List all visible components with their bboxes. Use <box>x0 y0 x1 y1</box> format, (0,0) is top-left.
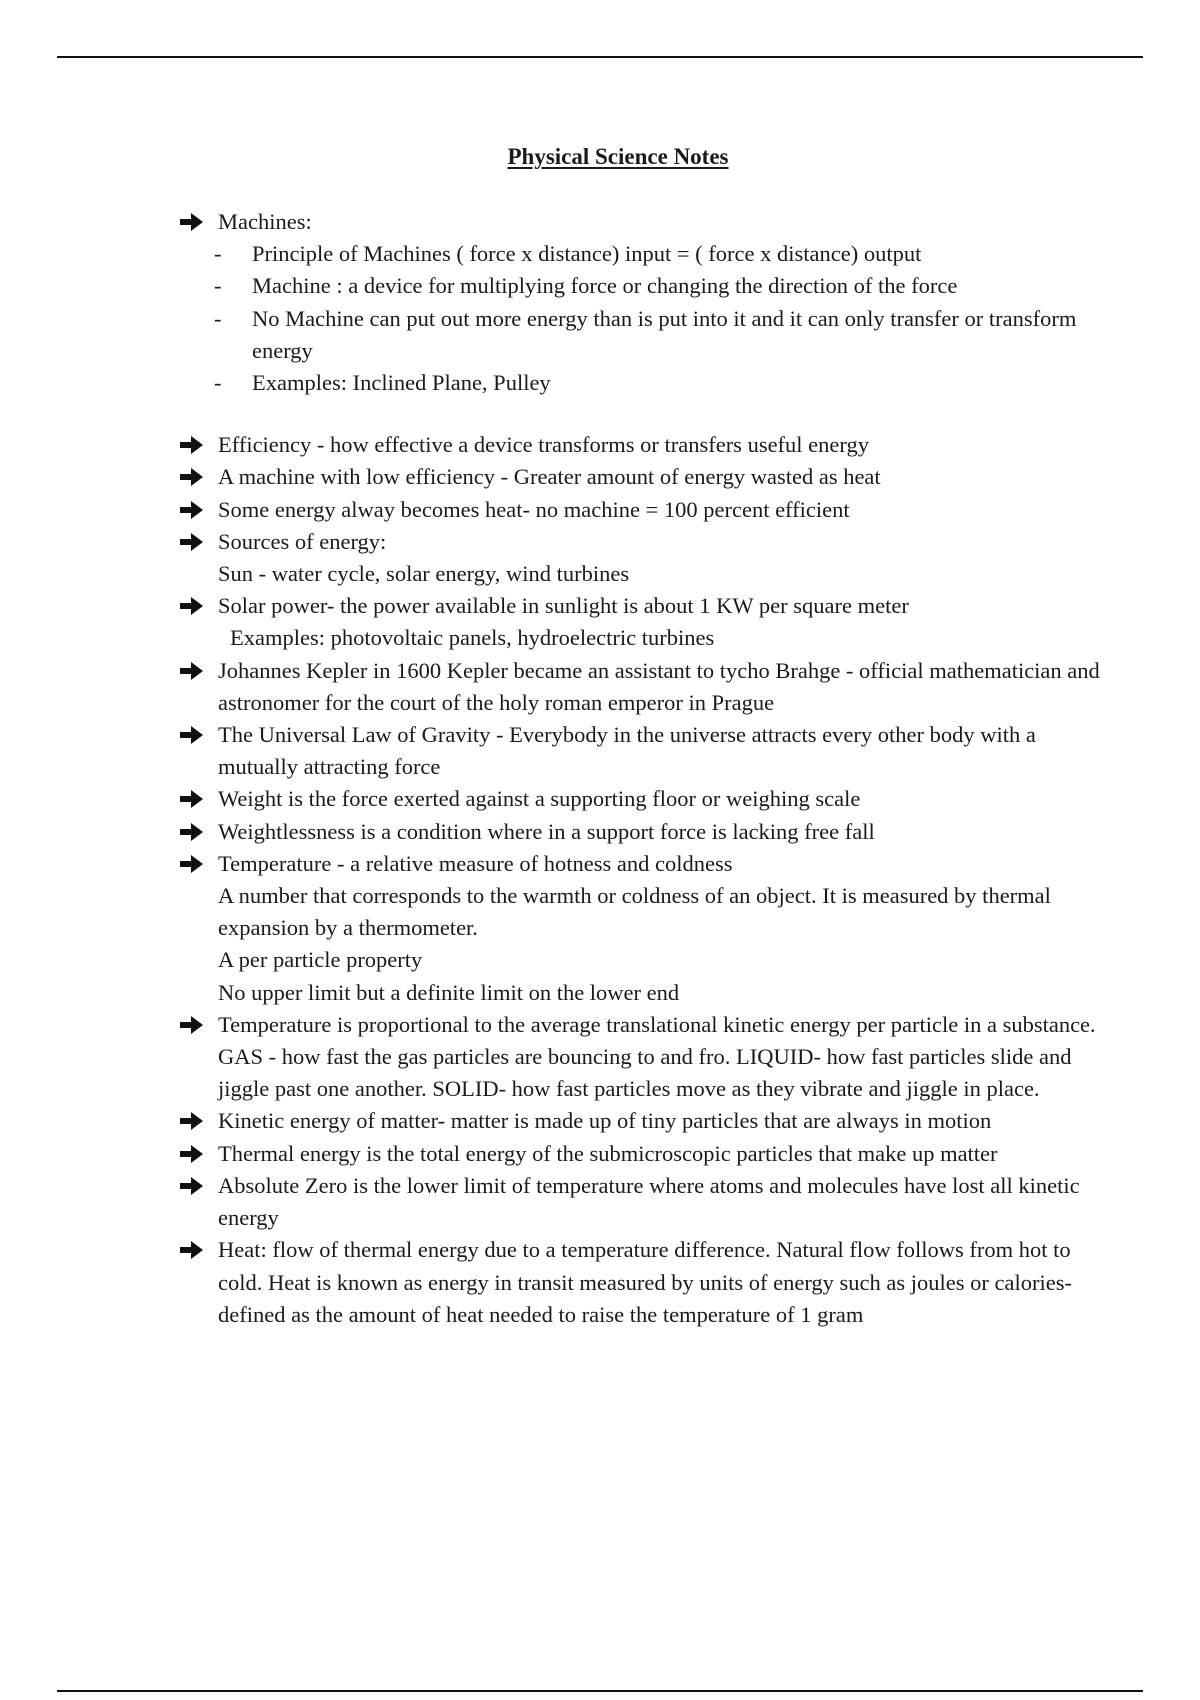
note-line: Temperature - a relative measure of hotness and coldness <box>218 850 733 876</box>
arrow-bullet-icon <box>180 206 208 238</box>
machines-sublist <box>180 238 1100 399</box>
note-item <box>180 429 1100 461</box>
sub-item <box>180 367 1100 399</box>
note-item-machines <box>180 206 1100 238</box>
note-line: Some energy alway becomes heat- no machine = 100 percent efficient <box>218 496 850 522</box>
arrow-bullet-icon <box>180 655 208 687</box>
sub-item-text: No Machine can put out more energy than is put into it and it can only transfer or transform energy <box>252 305 1077 363</box>
page-title: Physical Science Notes <box>507 144 729 169</box>
note-item <box>180 783 1100 815</box>
note-line: Heat: flow of thermal energy due to a temperature difference. Natural flow follows from hot to cold. Heat is known as energy in transit measured by units of energy such as joules or calories- defined as the amount of heat needed to raise the temperature of 1 gram <box>218 1237 1072 1327</box>
sub-item <box>180 270 1100 302</box>
note-line: A machine with low efficiency - Greater amount of energy wasted as heat <box>218 464 881 490</box>
arrow-bullet-icon <box>180 848 208 880</box>
arrow-bullet-icon <box>180 1234 208 1266</box>
note-item <box>180 1138 1100 1170</box>
note-item <box>180 461 1100 493</box>
note-line: Thermal energy is the total energy of the submicroscopic particles that make up matter <box>218 1140 998 1166</box>
note-line: Temperature is proportional to the average translational kinetic energy per particle in a substance. GAS - how fast the gas particles are bouncing to and fro. LIQUID- how fast particles slide and jiggle past one another. SOLID- how fast particles move as they vibrate and jiggle in place. <box>218 1011 1096 1102</box>
sub-item-text: Machine : a device for multiplying force or changing the direction of the force <box>252 273 958 299</box>
note-line: Weightlessness is a condition where in a support force is lacking free fall <box>218 818 875 844</box>
note-line: Sun - water cycle, solar energy, wind turbines <box>218 561 630 587</box>
note-item <box>180 719 1100 783</box>
arrow-bullet-icon <box>180 461 208 493</box>
bottom-rule <box>57 1690 1143 1692</box>
note-item <box>180 526 1100 590</box>
notes-body <box>180 206 1100 1331</box>
sub-item <box>180 238 1100 270</box>
note-line: Kinetic energy of matter- matter is made up of tiny particles that are always in motion <box>218 1108 992 1134</box>
arrow-bullet-icon <box>180 783 208 815</box>
dash-bullet: - <box>214 370 222 396</box>
arrow-bullet-icon <box>180 1009 208 1041</box>
note-line: Efficiency - how effective a device transforms or transfers useful energy <box>218 432 869 458</box>
arrow-bullet-icon <box>180 1105 208 1137</box>
machines-heading: Machines: <box>218 209 312 234</box>
arrow-bullet-icon <box>180 590 208 622</box>
arrow-bullet-icon <box>180 1170 208 1202</box>
note-line: Johannes Kepler in 1600 Kepler became an assistant to tycho Brahge - official mathematician and astronomer for the court of the holy roman emperor in Prague <box>218 657 1100 715</box>
note-line: The Universal Law of Gravity - Everybody in the universe attracts every other body with a mutually attracting force <box>218 722 1036 780</box>
note-item <box>180 1009 1100 1106</box>
sub-item-text: Examples: Inclined Plane, Pulley <box>252 370 551 396</box>
arrow-bullet-icon <box>180 526 208 558</box>
arrow-bullet-icon <box>180 719 208 751</box>
sub-item-text: Principle of Machines ( force x distance) input = ( force x distance) output <box>252 241 922 267</box>
note-line: A per particle property <box>218 947 423 973</box>
note-item <box>180 590 1100 654</box>
note-line: Examples: photovoltaic panels, hydroelectric turbines <box>230 625 715 651</box>
arrow-bullet-icon <box>180 429 208 461</box>
note-line: A number that corresponds to the warmth or coldness of an object. It is measured by thermal expansion by a thermometer. <box>218 883 1051 941</box>
arrow-bullet-icon <box>180 494 208 526</box>
dash-bullet: - <box>214 273 222 299</box>
note-line: Weight is the force exerted against a supporting floor or weighing scale <box>218 786 861 812</box>
note-line: Solar power- the power available in sunlight is about 1 KW per square meter <box>218 593 909 619</box>
note-line: No upper limit but a definite limit on the lower end <box>218 979 680 1005</box>
sub-item <box>180 303 1100 367</box>
note-line: Absolute Zero is the lower limit of temperature where atoms and molecules have lost all kinetic energy <box>218 1172 1080 1231</box>
note-item <box>180 655 1100 719</box>
dash-bullet: - <box>214 305 222 331</box>
note-item <box>180 1170 1100 1234</box>
note-item <box>180 494 1100 526</box>
note-item <box>180 848 1100 1009</box>
note-item <box>180 1105 1100 1137</box>
arrow-bullet-icon <box>180 816 208 848</box>
dash-bullet: - <box>214 241 222 267</box>
note-item <box>180 1234 1100 1331</box>
notes-list <box>180 429 1100 1331</box>
note-item <box>180 816 1100 848</box>
spacer <box>180 399 1100 429</box>
note-line: Sources of energy: <box>218 528 387 554</box>
top-rule <box>57 56 1143 58</box>
arrow-bullet-icon <box>180 1138 208 1170</box>
